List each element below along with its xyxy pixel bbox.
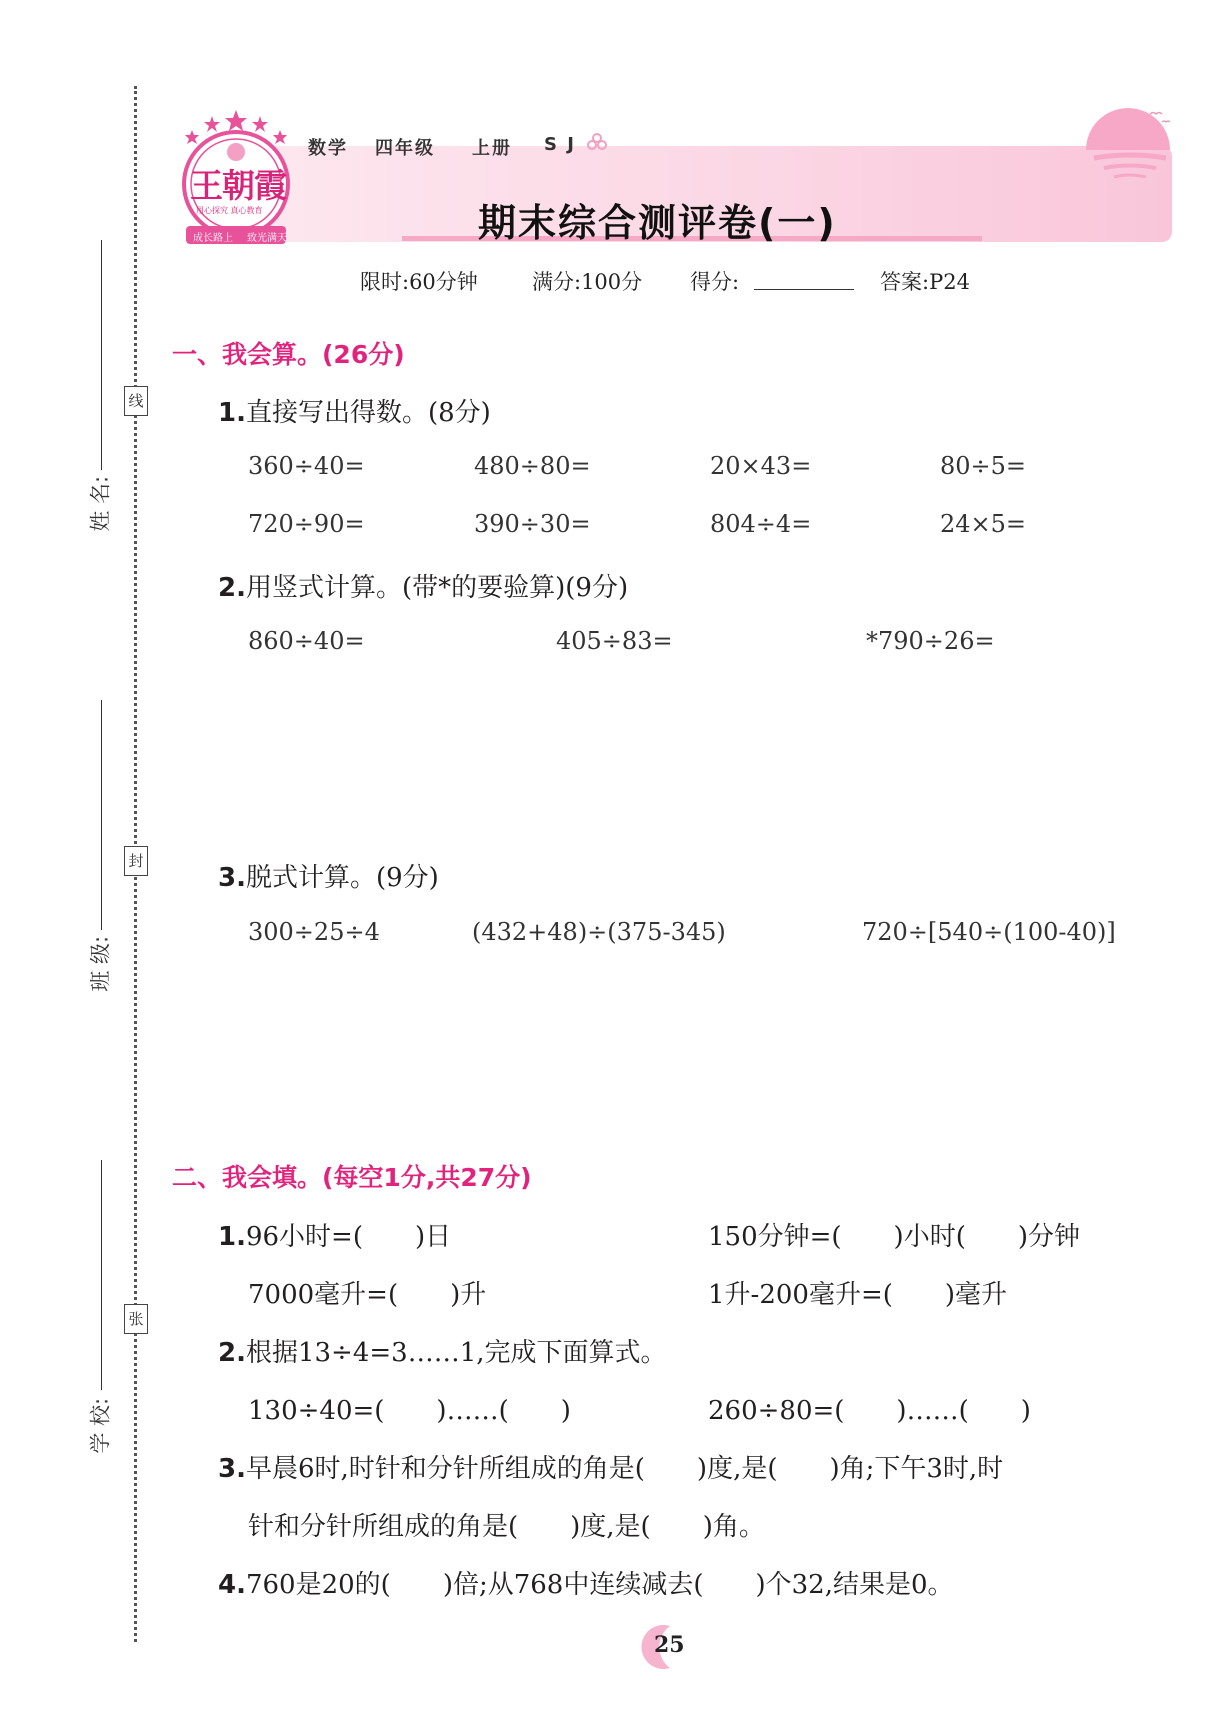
grade-label: 四年级: [375, 138, 435, 159]
s1-q3-number: 3.: [218, 863, 246, 893]
s1-q1-item: 480÷80=: [474, 452, 591, 480]
brand-motto: 用心探究 真心教育: [196, 206, 263, 215]
binding-mark-line: 线: [124, 386, 148, 416]
s2-q4-number: 4.: [218, 1570, 246, 1600]
s1-q1-item: 720÷90=: [248, 510, 365, 538]
name-field-line[interactable]: [101, 240, 102, 470]
page-title: 期末综合测评卷(一): [478, 201, 837, 245]
s1-q1-text: 直接写出得数。(8分): [245, 398, 491, 428]
s2-q4-text: 760是20的( )倍;从768中连续减去( )个32,结果是0。: [245, 1570, 954, 1600]
s2-q2-b: 260÷80=( )……( ): [708, 1396, 1031, 1426]
s1-q1-number: 1.: [218, 398, 246, 428]
s1-q3-item: 300÷25÷4: [248, 918, 380, 946]
s1-q1-item: 24×5=: [940, 510, 1027, 538]
volume-label: 上册: [472, 138, 512, 159]
s1-q2-item: 405÷83=: [556, 627, 673, 655]
flower-icon: [584, 130, 610, 156]
s2-q1-b: 150分钟=( )小时( )分钟: [708, 1222, 1080, 1252]
class-field-label: 班 级:: [88, 935, 113, 992]
page-number: 25: [654, 1632, 685, 1658]
binding-mark-seal: 封: [124, 846, 148, 876]
s1-q2-text: 用竖式计算。(带*的要验算)(9分): [245, 573, 629, 603]
slogan-left: 成长路上: [193, 233, 233, 244]
name-field-label: 姓 名:: [88, 475, 113, 532]
s1-q1-heading: [218, 392, 491, 429]
s1-q1-item: 804÷4=: [710, 510, 812, 538]
s1-q2-item: *790÷26=: [866, 627, 995, 655]
s1-q3-item: (432+48)÷(375-345): [472, 918, 726, 946]
section-2-title: 二、我会填。(每空1分,共27分): [172, 1163, 532, 1192]
s2-q1-line-a: [218, 1216, 451, 1253]
s1-q3-text: 脱式计算。(9分): [245, 863, 439, 893]
s2-q3-line1: [218, 1448, 1003, 1485]
s1-q1-item: 20×43=: [710, 452, 812, 480]
s1-q2-number: 2.: [218, 573, 246, 603]
binding-mark-sheet: 张: [124, 1304, 148, 1334]
s1-q2-heading: [218, 567, 628, 604]
s2-q3-number: 3.: [218, 1454, 246, 1484]
sun-decoration-icon: [1080, 108, 1180, 188]
s1-q1-item: 390÷30=: [474, 510, 591, 538]
s2-q1-c: 7000毫升=( )升: [248, 1280, 487, 1310]
full-score: 满分:100分: [532, 270, 643, 294]
section-1-title: 一、我会算。(26分): [172, 340, 405, 369]
s2-q2-a: 130÷40=( )……( ): [248, 1396, 571, 1426]
slogan-right: 致光满天: [247, 233, 287, 244]
subject-label: 数学: [308, 138, 348, 159]
s2-q2-text: 根据13÷4=3……1,完成下面算式。: [245, 1338, 667, 1368]
class-field-line[interactable]: [101, 700, 102, 930]
s2-q1-number: 1.: [218, 1222, 246, 1252]
time-limit: 限时:60分钟: [360, 270, 478, 294]
s2-q3-line2: 针和分针所组成的角是( )度,是( )角。: [248, 1512, 765, 1542]
score-input[interactable]: [754, 270, 854, 290]
score-label: 得分:: [690, 270, 740, 294]
s1-q1-item: 80÷5=: [940, 452, 1027, 480]
s2-q4-line: [218, 1564, 954, 1601]
s1-q1-item: 360÷40=: [248, 452, 365, 480]
s2-q1-a: 96小时=( )日: [245, 1222, 452, 1252]
edition-label: S J: [544, 134, 576, 155]
s2-q2-number: 2.: [218, 1338, 246, 1368]
school-field-label: 学 校:: [88, 1397, 113, 1454]
s1-q3-item: 720÷[540÷(100-40)]: [862, 918, 1116, 946]
brand-name: 王朝霞: [190, 166, 286, 205]
s2-q3-text-1: 早晨6时,时针和分针所组成的角是( )度,是( )角;下午3时,时: [245, 1454, 1004, 1484]
school-field-line[interactable]: [101, 1160, 102, 1390]
s2-q1-d: 1升-200毫升=( )毫升: [708, 1280, 1008, 1310]
s2-q2-heading: [218, 1332, 667, 1369]
s1-q3-heading: [218, 857, 439, 894]
answer-reference: 答案:P24: [880, 270, 970, 294]
s1-q2-item: 860÷40=: [248, 627, 365, 655]
